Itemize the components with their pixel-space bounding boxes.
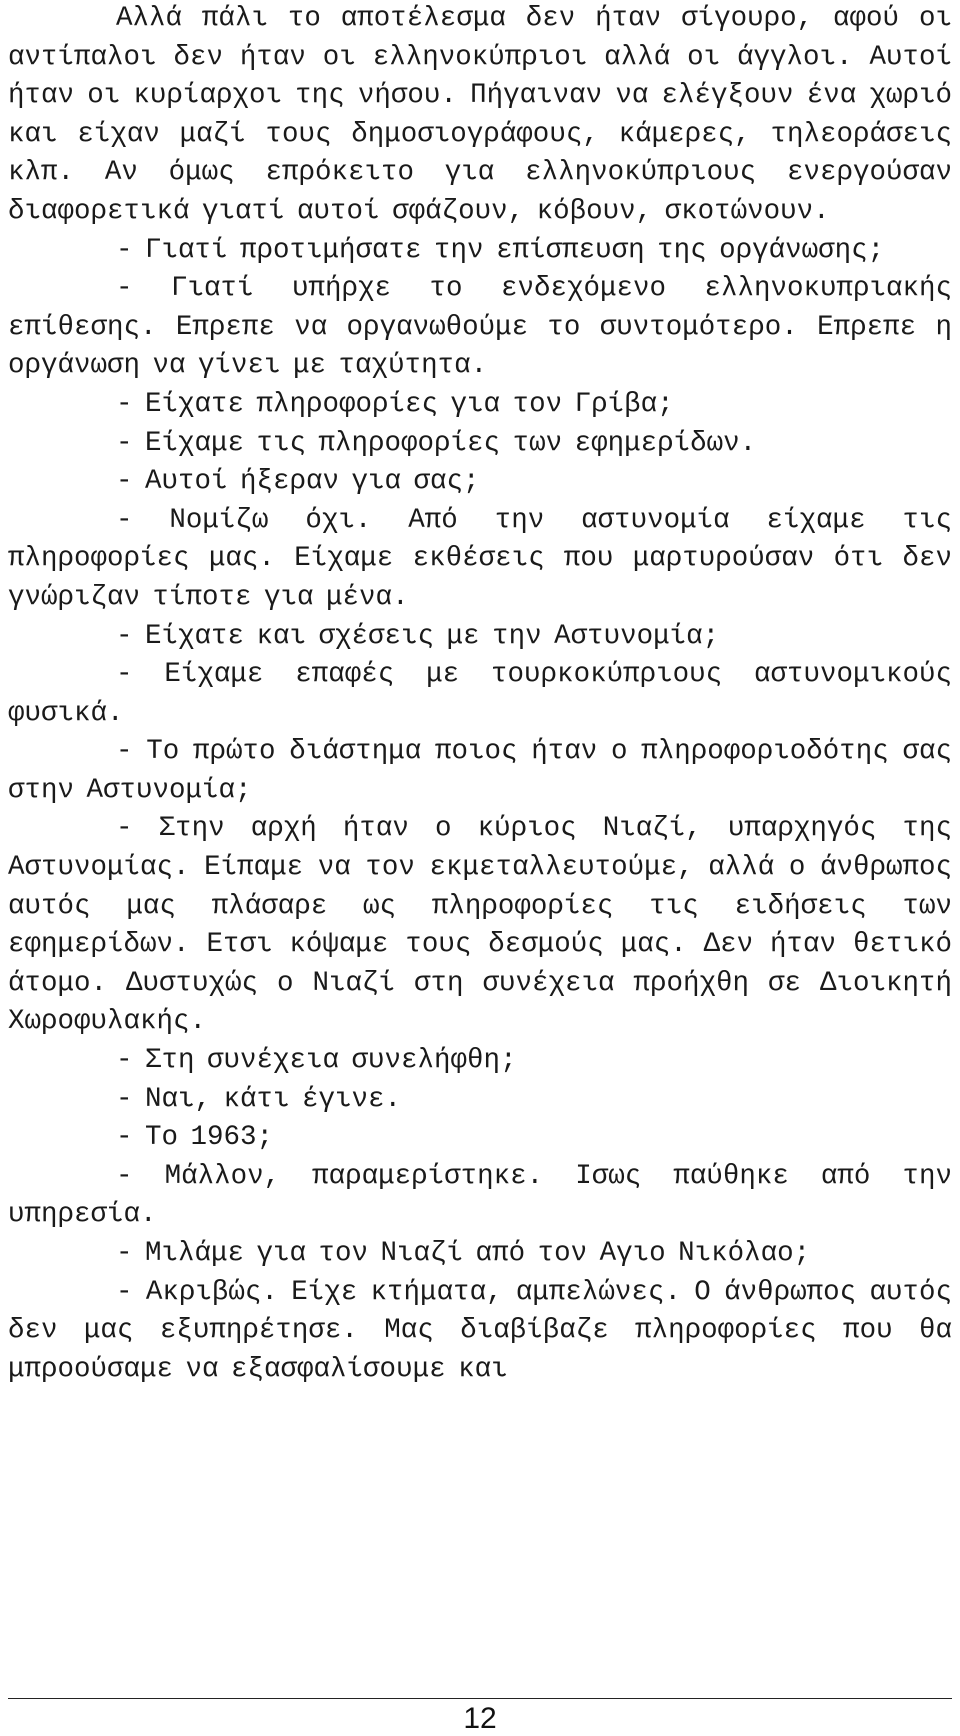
paragraph: - Είχαμε τις πληροφορίες των εφημερίδων. (116, 427, 757, 459)
paragraph: - Στη συνέχεια συνελήφθη; (116, 1045, 517, 1077)
paragraph: - Μάλλον, παραμερίστηκε. Ισως παύθηκε από την υπηρεσία. (8, 1160, 952, 1231)
paragraph: - Είχατε πληροφορίες για τον Γρίβα; (116, 388, 674, 420)
paragraph: - Το πρώτο διάστημα ποιος ήταν ο πληροφοριοδότης σας στην Αστυνομία; (8, 736, 952, 806)
paragraph: - Είχαμε επαφές με τουρκοκύπριους αστυνομικούς φυσικά. (8, 659, 952, 729)
paragraph: Αλλά πάλι το αποτέλεσμα δεν ήταν σίγουρο, αφού οι αντίπαλοι δεν ήταν οι ελληνοκύπριοι αλλά οι άγγλοι. Αυτοί ήταν οι κυρίαρχοι της νήσου. Πήγαιναν να ελέγξουν ένα χωριό και είχαν μαζί τους δημοσιογράφους, κάμερες, τηλεοράσεις κλπ. Αν όμως επρόκειτο για ελληνοκύπριους ενεργούσαν διαφορετικά γιατί αυτοί σφάζουν, κόβουν, σκοτώνουν. (8, 3, 952, 227)
paragraph: - Μιλάμε για τον Νιαζί από τον Αγιο Νικόλαο; (116, 1238, 811, 1269)
paragraph: - Αυτοί ήξεραν για σας; (116, 466, 480, 498)
footer-divider (8, 1698, 952, 1699)
paragraph: - Στην αρχή ήταν ο κύριος Νιαζί, υπαρχηγός της Αστυνομίας. Είπαμε να τον εκμεταλλευτούμε, αλλά ο άνθρωπος αυτός μας πλάσαρε ως πληροφορίες τις ειδήσεις των εφημερίδων. Ετσι κόψαμε τους δεσμούς μας. Δεν ήταν θετικό άτομο. Δυστυχώς ο Νιαζί στη συνέχεια προήχθη σε Διοικητή Χωροφυλακής. (8, 813, 952, 1038)
page-number: 12 (463, 1702, 497, 1735)
paragraph: - Γιατί υπήρχε το ενδεχόμενο ελληνοκυπριακής επίθεσης. Επρεπε να οργανωθούμε το συντομότερο. Επρεπε η οργάνωση να γίνει με ταχύτητα. (8, 273, 952, 382)
paragraph: - Ναι, κάτι έγινε. (116, 1083, 402, 1115)
paragraph: - Ακριβώς. Είχε κτήματα, αμπελώνες. Ο άνθρωπος αυτός δεν μας εξυπηρέτησε. Μας διαβίβαζε πληροφορίες που θα μπροούσαμε να εξασφαλίσουμε και (8, 1276, 952, 1385)
body-text (8, 0, 952, 1389)
paragraph: - Γιατί προτιμήσατε την επίσπευση της οργάνωσης; (116, 234, 885, 266)
paragraph: - Νομίζω όχι. Από την αστυνομία είχαμε τις πληροφορίες μας. Είχαμε εκθέσεις που μαρτυρούσαν ότι δεν γνώριζαν τίποτε για μένα. (8, 504, 952, 613)
paragraph: - Είχατε και σχέσεις με την Αστυνομία; (116, 620, 720, 652)
paragraph: - Το 1963; (116, 1122, 274, 1154)
